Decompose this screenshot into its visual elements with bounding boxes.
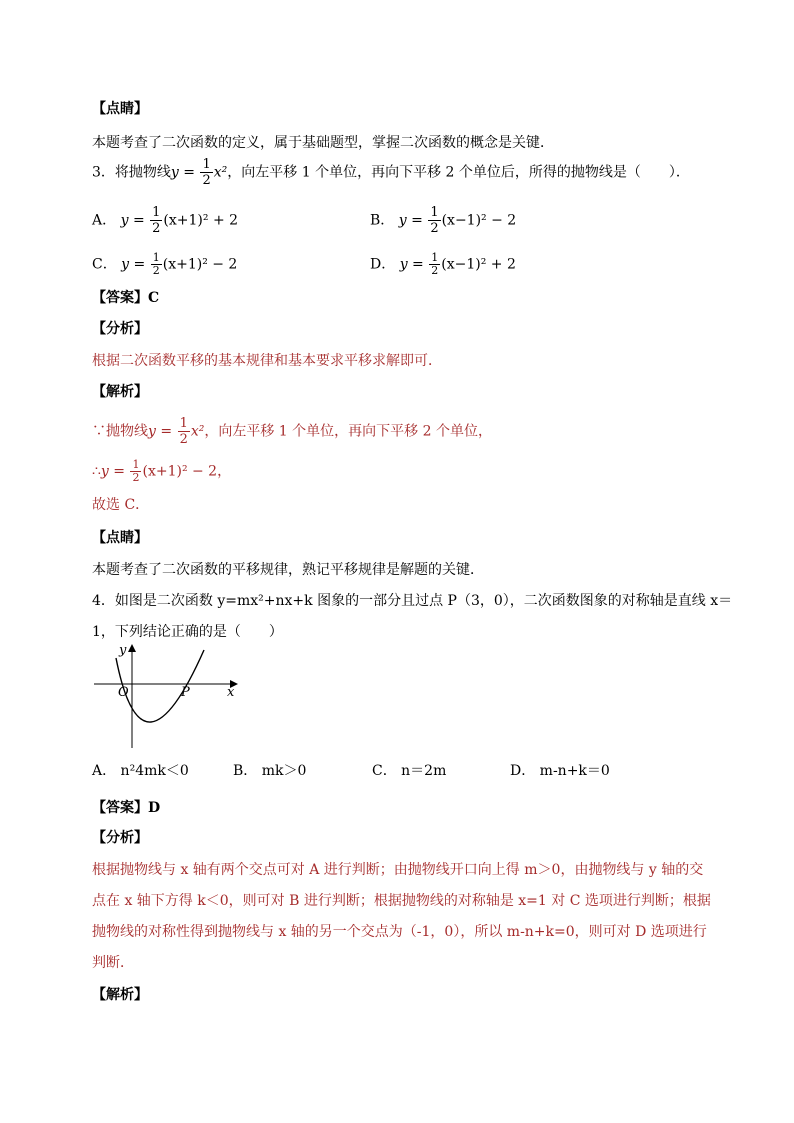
- q3-point-heading: 【点睛】: [92, 530, 148, 546]
- q3-option-d: D． y = $\frac{1}{2}$ (x−1)² + 2: [370, 251, 516, 277]
- q3-solution-line2: ∴y = $\frac{1}{2}$ (x+1)² − 2，: [92, 458, 232, 484]
- q3-analysis-heading: 【分析】: [92, 321, 148, 337]
- q4-option-c: C． n＝2m: [372, 763, 447, 779]
- origin-label: O: [118, 685, 129, 700]
- q3-solution-line1: ∵抛物线y = $\frac{1}{2}$ x²，向左平移 1 个单位，再向下平移 2 个单位，: [92, 416, 492, 447]
- q4-option-b: B． mk＞0: [233, 763, 307, 779]
- point-p-label: P: [181, 685, 190, 700]
- y-axis-label: y: [119, 643, 127, 658]
- q4-stem-line1: 4．如图是二次函数 y=mx²+nx+k 图象的一部分且过点 P（3，0），二次函数图象的对称轴是直线 x＝: [92, 593, 733, 609]
- x-axis-label: x: [227, 685, 235, 700]
- q3-answer: 【答案】C: [92, 290, 160, 306]
- q4-option-d: D． m-n+k＝0: [510, 763, 610, 779]
- q3-option-a: A． y = $\frac{1}{2}$ (x+1)² + 2: [92, 205, 239, 236]
- point-text: 本题考查了二次函数的定义，属于基础题型，掌握二次函数的概念是关键．: [92, 135, 554, 151]
- q4-answer: 【答案】D: [92, 800, 161, 816]
- fraction: $\frac{1}{2}$: [202, 157, 211, 188]
- y-axis-arrow: [128, 644, 136, 652]
- q4-analysis-heading: 【分析】: [92, 830, 148, 846]
- q4-analysis-line2: 点在 x 轴下方得 k＜0，则可对 B 进行判断；根据抛物线的对称轴是 x=1 对 C 选项进行判断；根据: [92, 893, 711, 909]
- q3-stem: 3．将抛物线y = $\frac{1}{2}$ x²，向左平移 1 个单位，再向下平移 2 个单位后，所得的抛物线是（ ）．: [92, 157, 690, 188]
- q4-analysis-line3: 抛物线的对称性得到抛物线与 x 轴的另一个交点为（-1，0），所以 m-n+k=0，则可对 D 选项进行: [92, 924, 707, 940]
- q4-stem-line2: 1，下列结论正确的是（ ）: [92, 624, 283, 640]
- point-heading: 【点睛】: [92, 101, 148, 117]
- q3-analysis-text: 根据二次函数平移的基本规律和基本要求平移求解即可．: [92, 353, 442, 369]
- q4-analysis-line1: 根据抛物线与 x 轴有两个交点可对 A 进行判断；由抛物线开口向上得 m＞0，由抛物线与 y 轴的交: [92, 862, 704, 878]
- q4-option-a: A． n²4mk＜0: [92, 763, 189, 779]
- q3-option-c: C． y = $\frac{1}{2}$ (x+1)² − 2: [92, 251, 238, 277]
- q3-solution-heading: 【解析】: [92, 384, 148, 400]
- q4-analysis-line4: 判断．: [92, 955, 134, 971]
- q4-solution-heading: 【解析】: [92, 987, 148, 1003]
- q3-point-text: 本题考查了二次函数的平移规律，熟记平移规律是解题的关键．: [92, 562, 484, 578]
- q3-option-b: B． y = $\frac{1}{2}$ (x−1)² − 2: [370, 205, 517, 236]
- parabola-graph: [92, 640, 242, 750]
- parabola-curve: [116, 650, 204, 722]
- q3-solution-line3: 故选 C．: [92, 497, 150, 513]
